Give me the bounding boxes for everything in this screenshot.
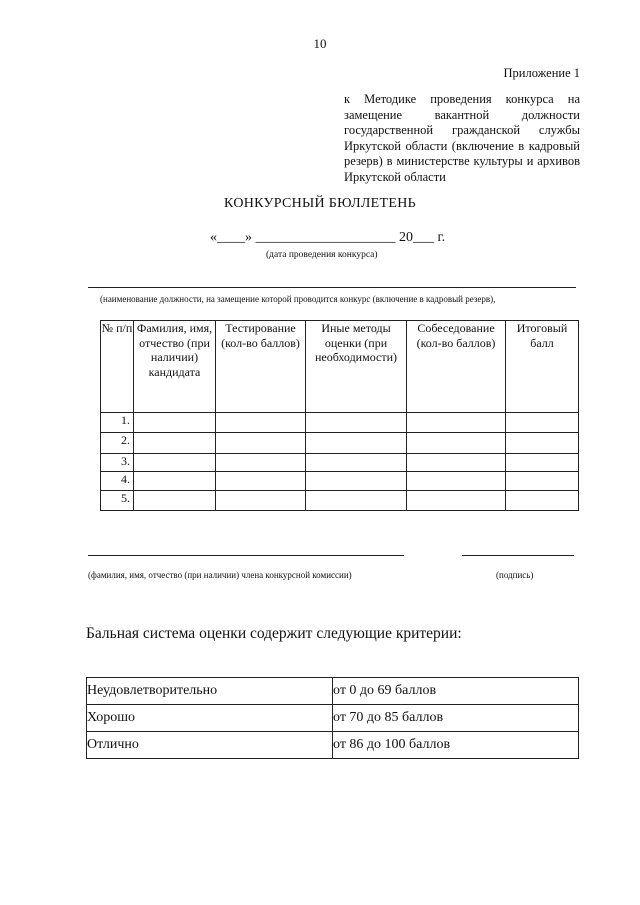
- grade-cell: Неудовлетворительно: [87, 678, 333, 705]
- candidate-name-cell[interactable]: [134, 472, 216, 491]
- testing-cell[interactable]: [216, 491, 306, 511]
- table-row: [101, 491, 579, 511]
- interview-cell[interactable]: [407, 491, 506, 511]
- testing-cell[interactable]: [216, 433, 306, 454]
- score-range-cell: от 86 до 100 баллов: [333, 732, 579, 759]
- grade-cell: Хорошо: [87, 705, 333, 732]
- total-score-cell[interactable]: [506, 472, 579, 491]
- criteria-row: [87, 678, 579, 705]
- interview-cell[interactable]: [407, 433, 506, 454]
- score-range-cell: от 70 до 85 баллов: [333, 705, 579, 732]
- header-number: № п/п: [101, 321, 134, 413]
- total-score-cell[interactable]: [506, 433, 579, 454]
- table-row: [101, 472, 579, 491]
- row-number: 2.: [101, 433, 134, 454]
- interview-cell[interactable]: [407, 472, 506, 491]
- member-name-caption: (фамилия, имя, отчество (при наличии) члена конкурсной комиссии): [88, 570, 352, 580]
- header-total-score: Итоговый балл: [506, 321, 579, 413]
- signature-line: [462, 555, 574, 556]
- total-score-cell[interactable]: [506, 413, 579, 433]
- ballot-table: [100, 320, 579, 511]
- page-number: 10: [313, 36, 327, 51]
- other-methods-cell[interactable]: [306, 413, 407, 433]
- criteria-row: [87, 732, 579, 759]
- document-title: КОНКУРСНЫЙ БЮЛЛЕТЕНЬ: [224, 196, 416, 211]
- date-line: «____» ____________________ 20___ г.: [210, 230, 446, 245]
- table-row: [101, 433, 579, 454]
- criteria-title: Бальная система оценки содержит следующие критерии:: [86, 625, 462, 642]
- total-score-cell[interactable]: [506, 454, 579, 472]
- candidate-name-cell[interactable]: [134, 413, 216, 433]
- row-number: 3.: [101, 454, 134, 472]
- criteria-row: [87, 705, 579, 732]
- candidate-name-cell[interactable]: [134, 491, 216, 511]
- candidate-name-cell[interactable]: [134, 433, 216, 454]
- testing-cell[interactable]: [216, 413, 306, 433]
- score-range-cell: от 0 до 69 баллов: [333, 678, 579, 705]
- position-line: [88, 287, 576, 288]
- member-name-line: [88, 555, 404, 556]
- interview-cell[interactable]: [407, 454, 506, 472]
- testing-cell[interactable]: [216, 454, 306, 472]
- table-row: [101, 413, 579, 433]
- ballot-table-header-row: [101, 321, 579, 413]
- header-interview: Собеседование (кол-во баллов): [407, 321, 506, 413]
- other-methods-cell[interactable]: [306, 454, 407, 472]
- header-testing: Тестирование (кол-во баллов): [216, 321, 306, 413]
- date-caption: (дата проведения конкурса): [266, 250, 378, 260]
- appendix-label: Приложение 1: [503, 66, 580, 80]
- candidate-name-cell[interactable]: [134, 454, 216, 472]
- position-caption: (наименование должности, на замещение которой проводится конкурс (включение в кадровый резерв),: [100, 294, 496, 304]
- grade-cell: Отлично: [87, 732, 333, 759]
- signature-caption: (подпись): [496, 570, 534, 580]
- header-candidate-name: Фамилия, имя, отчество (при наличии) кандидата: [134, 321, 216, 413]
- other-methods-cell[interactable]: [306, 491, 407, 511]
- row-number: 1.: [101, 413, 134, 433]
- testing-cell[interactable]: [216, 472, 306, 491]
- total-score-cell[interactable]: [506, 491, 579, 511]
- row-number: 4.: [101, 472, 134, 491]
- table-row: [101, 454, 579, 472]
- appendix-reference: к Методике проведения конкурса на замещение вакантной должности государственной гражданской службы Иркутской области (включение в кадровый резерв) в министерстве культуры и архивов Иркутской области: [344, 92, 580, 184]
- other-methods-cell[interactable]: [306, 472, 407, 491]
- row-number: 5.: [101, 491, 134, 511]
- other-methods-cell[interactable]: [306, 433, 407, 454]
- criteria-table: [86, 677, 579, 759]
- interview-cell[interactable]: [407, 413, 506, 433]
- header-other-methods: Иные методы оценки (при необходимости): [306, 321, 407, 413]
